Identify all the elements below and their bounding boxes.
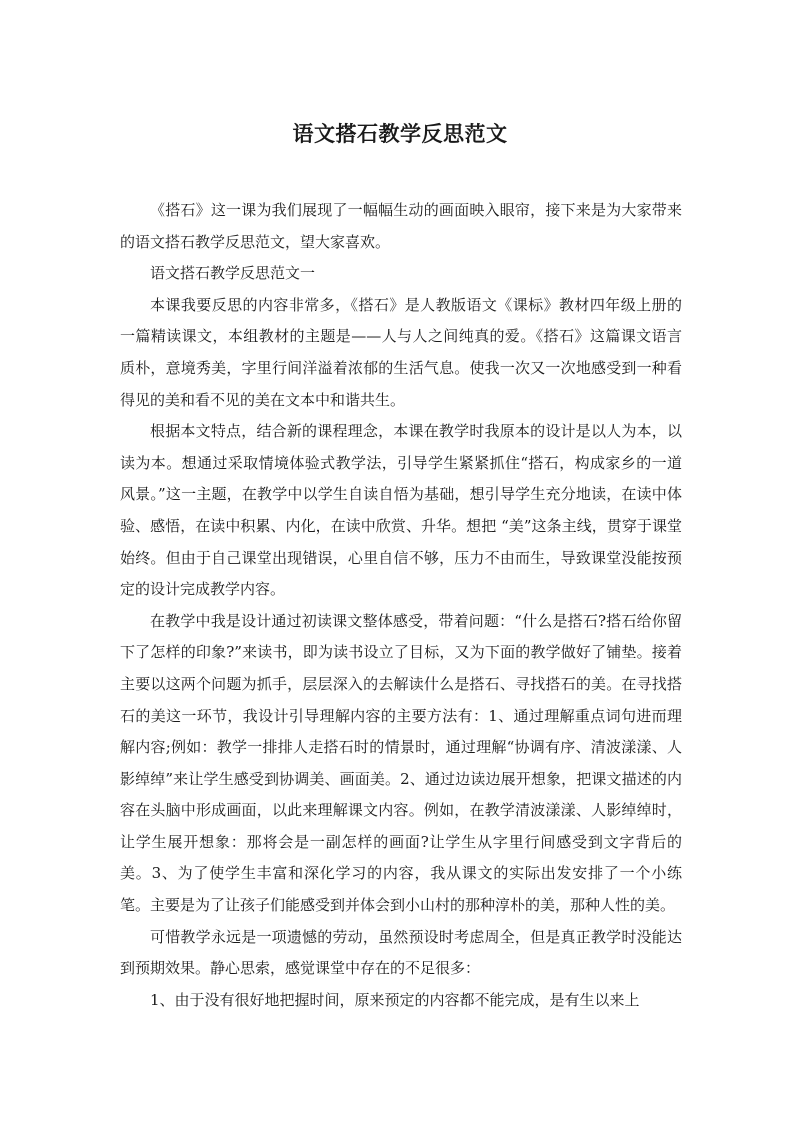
document-body	[120, 195, 682, 1016]
paragraph-1: 本课我要反思的内容非常多，《搭石》是人教版语文《课标》教材四年级上册的一篇精读课文，本组教材的主题是——人与人之间纯真的爱。《搭石》这篇课文语言质朴，意境秀美，字里行间洋溢着浓郁的生活气息。使我一次又一次地感受到一种看得见的美和看不见的美在文本中和谐共生。	[120, 295, 682, 409]
paragraph-3: 在教学中我是设计通过初读课文整体感受，带着问题：“什么是搭石?搭石给你留下了怎样的印象?”来读书，即为读书设立了目标，又为下面的教学做好了铺垫。接着主要以这两个问题为抓手，层层深入的去解读什么是搭石、寻找搭石的美。在寻找搭石的美这一环节，我设计引导理解内容的主要方法有：1、通过理解重点词句进而理解内容;例如：教学一排排人走搭石时的情景时，通过理解“协调有序、清波漾漾、人影绰绰”来让学生感受到协调美、画面美。2、通过边读边展开想象，把课文描述的内容在头脑中形成画面，以此来理解课文内容。例如，在教学清波漾漾、人影绰绰时，让学生展开想象：那将会是一副怎样的画面?让学生从字里行间感受到文字背后的美。3、为了使学生丰富和深化学习的内容，我从课文的实际出发安排了一个小练笔。主要是为了让孩子们能感受到并体会到小山村的那种淳朴的美，那种人性的美。	[120, 611, 682, 915]
document-title: 语文搭石教学反思范文	[292, 122, 508, 146]
paragraph-5: 1、由于没有很好地把握时间，原来预定的内容都不能完成，是有生以来上	[150, 990, 640, 1009]
paragraph-4: 可惜教学永远是一项遗憾的劳动，虽然预设时考虑周全，但是真正教学时没能达到预期效果。静心思索，感觉课堂中存在的不足很多：	[120, 927, 682, 978]
paragraph-intro: 《搭石》这一课为我们展现了一幅幅生动的画面映入眼帘，接下来是为大家带来的语文搭石教学反思范文，望大家喜欢。	[120, 201, 682, 251]
paragraph-2: 根据本文特点，结合新的课程理念，本课在教学时我原本的设计是以人为本，以读为本。想通过采取情境体验式教学法，引导学生紧紧抓住“搭石，构成家乡的一道风景。”这一主题，在教学中以学生自读自悟为基础，想引导学生充分地读，在读中体验、感悟，在读中积累、内化，在读中欣赏、升华。想把 “美”这条主线，贯穿于课堂始终。但由于自己课堂出现错误，心里自信不够，压力不由而生，导致课堂没能按预定的设计完成教学内容。	[120, 422, 682, 599]
paragraph-section-heading: 语文搭石教学反思范文一	[150, 264, 316, 283]
